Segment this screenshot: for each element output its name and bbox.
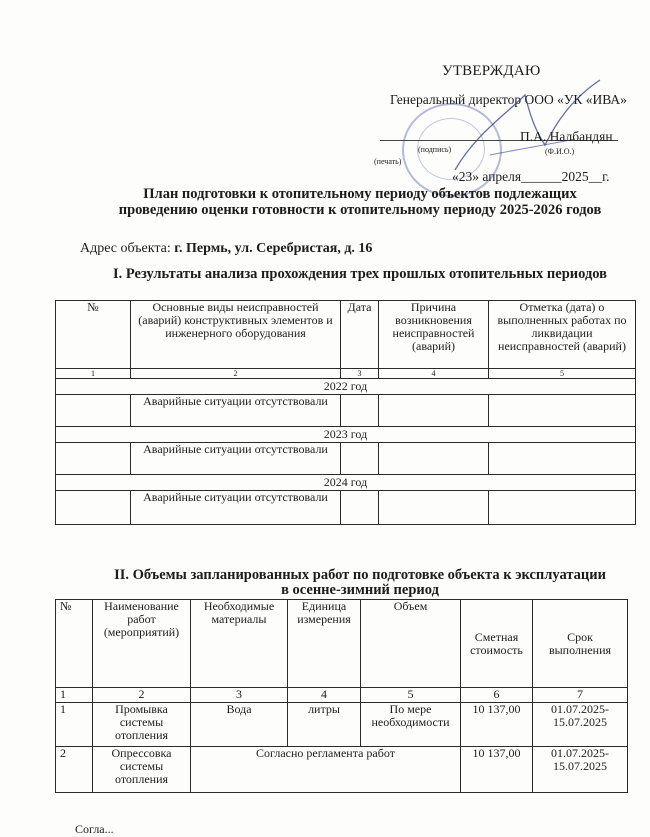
row-text: Аварийные ситуации отсутствовали: [131, 395, 341, 427]
column-number: 4: [288, 688, 361, 703]
column-number-row: [56, 688, 628, 703]
failures-table: [55, 300, 636, 525]
header-cell: Срок выполнения: [533, 600, 628, 688]
cost: 10 137,00: [461, 747, 533, 793]
term: 01.07.2025-15.07.2025: [533, 703, 628, 747]
footer-text: Согла...: [75, 822, 114, 836]
address-label: Адрес объекта:: [80, 241, 175, 256]
caption-stamp: (печать): [374, 157, 402, 166]
section2-title-line2: в осенне-зимний период: [281, 582, 439, 598]
document-title-line2: проведению оценки готовности к отопительному периоду 2025-2026 годов: [118, 202, 602, 218]
address-value: г. Пермь, ул. Серебристая, д. 16: [174, 241, 373, 256]
cost: 10 137,00: [461, 703, 533, 747]
table-row: [56, 747, 628, 793]
section1-title: I. Результаты анализа прохождения трех прошлых отопительных периодов: [112, 266, 607, 282]
table-header-row: [56, 600, 628, 688]
document-title: [80, 186, 640, 218]
header-cell: Сметная стоимость: [461, 600, 533, 688]
header-cell: №: [56, 301, 131, 369]
approver-name: П.А. Налбандян: [520, 129, 613, 144]
document-title-line1: План подготовки к отопительному периоду объектов подлежащих: [143, 186, 577, 202]
year-row: [56, 427, 636, 443]
column-number: 1: [56, 369, 131, 379]
header-cell: Дата: [341, 301, 379, 369]
caption-signature: (подпись): [418, 145, 452, 154]
header-cell: Причина возникновения неисправностей (аварий): [379, 301, 489, 369]
header-cell: Основные виды неисправностей (аварий) конструктивных элементов и инженерного оборудования: [131, 301, 341, 369]
year-label: 2022 год: [56, 379, 636, 395]
year-row: [56, 379, 636, 395]
row-text: Аварийные ситуации отсутствовали: [131, 491, 341, 525]
year-row: [56, 475, 636, 491]
table-row: [56, 443, 636, 475]
table-header-row: [56, 301, 636, 369]
approval-title: УТВЕРЖДАЮ: [442, 63, 541, 79]
section2-title-line1: II. Объемы запланированных работ по подготовке объекта к эксплуатации: [114, 567, 606, 583]
column-number: 6: [461, 688, 533, 703]
work-name: Опрессовка системы отопления: [93, 747, 191, 793]
year-label: 2024 год: [56, 475, 636, 491]
column-number: 4: [379, 369, 489, 379]
work-name: Промывка системы отопления: [93, 703, 191, 747]
table-row: [56, 395, 636, 427]
row-number: 1: [56, 703, 93, 747]
column-number: 3: [191, 688, 288, 703]
unit: литры: [288, 703, 361, 747]
column-number: 1: [56, 688, 93, 703]
volume: По мере необходимости: [361, 703, 461, 747]
approval-position: Генеральный директор ООО «УК «ИВА»: [390, 92, 627, 107]
column-number: 2: [93, 688, 191, 703]
header-cell: Необходимые материалы: [191, 600, 288, 688]
header-cell: Отметка (дата) о выполненных работах по ликвидации неисправностей (аварий): [489, 301, 636, 369]
material: Вода: [191, 703, 288, 747]
row-text: Аварийные ситуации отсутствовали: [131, 443, 341, 475]
object-address: [80, 241, 372, 257]
header-cell: №: [56, 600, 93, 688]
year-label: 2023 год: [56, 427, 636, 443]
row-number: 2: [56, 747, 93, 793]
table-row: [56, 491, 636, 525]
merged-cell: Согласно регламента работ: [191, 747, 461, 793]
table-row: [56, 703, 628, 747]
column-number-row: [56, 369, 636, 379]
column-number: 5: [361, 688, 461, 703]
planned-works-table: [55, 599, 628, 793]
header-cell: Объем: [361, 600, 461, 688]
section2-title: [70, 568, 650, 598]
header-cell: Единица измерения: [288, 600, 361, 688]
term: 01.07.2025-15.07.2025: [533, 747, 628, 793]
column-number: 3: [341, 369, 379, 379]
caption-fio: (Ф.И.О.): [545, 147, 575, 156]
column-number: 5: [489, 369, 636, 379]
header-cell: Наименование работ (мероприятий): [93, 600, 191, 688]
column-number: 7: [533, 688, 628, 703]
column-number: 2: [131, 369, 341, 379]
approval-date: «23» апреля______2025__г.: [452, 169, 610, 184]
